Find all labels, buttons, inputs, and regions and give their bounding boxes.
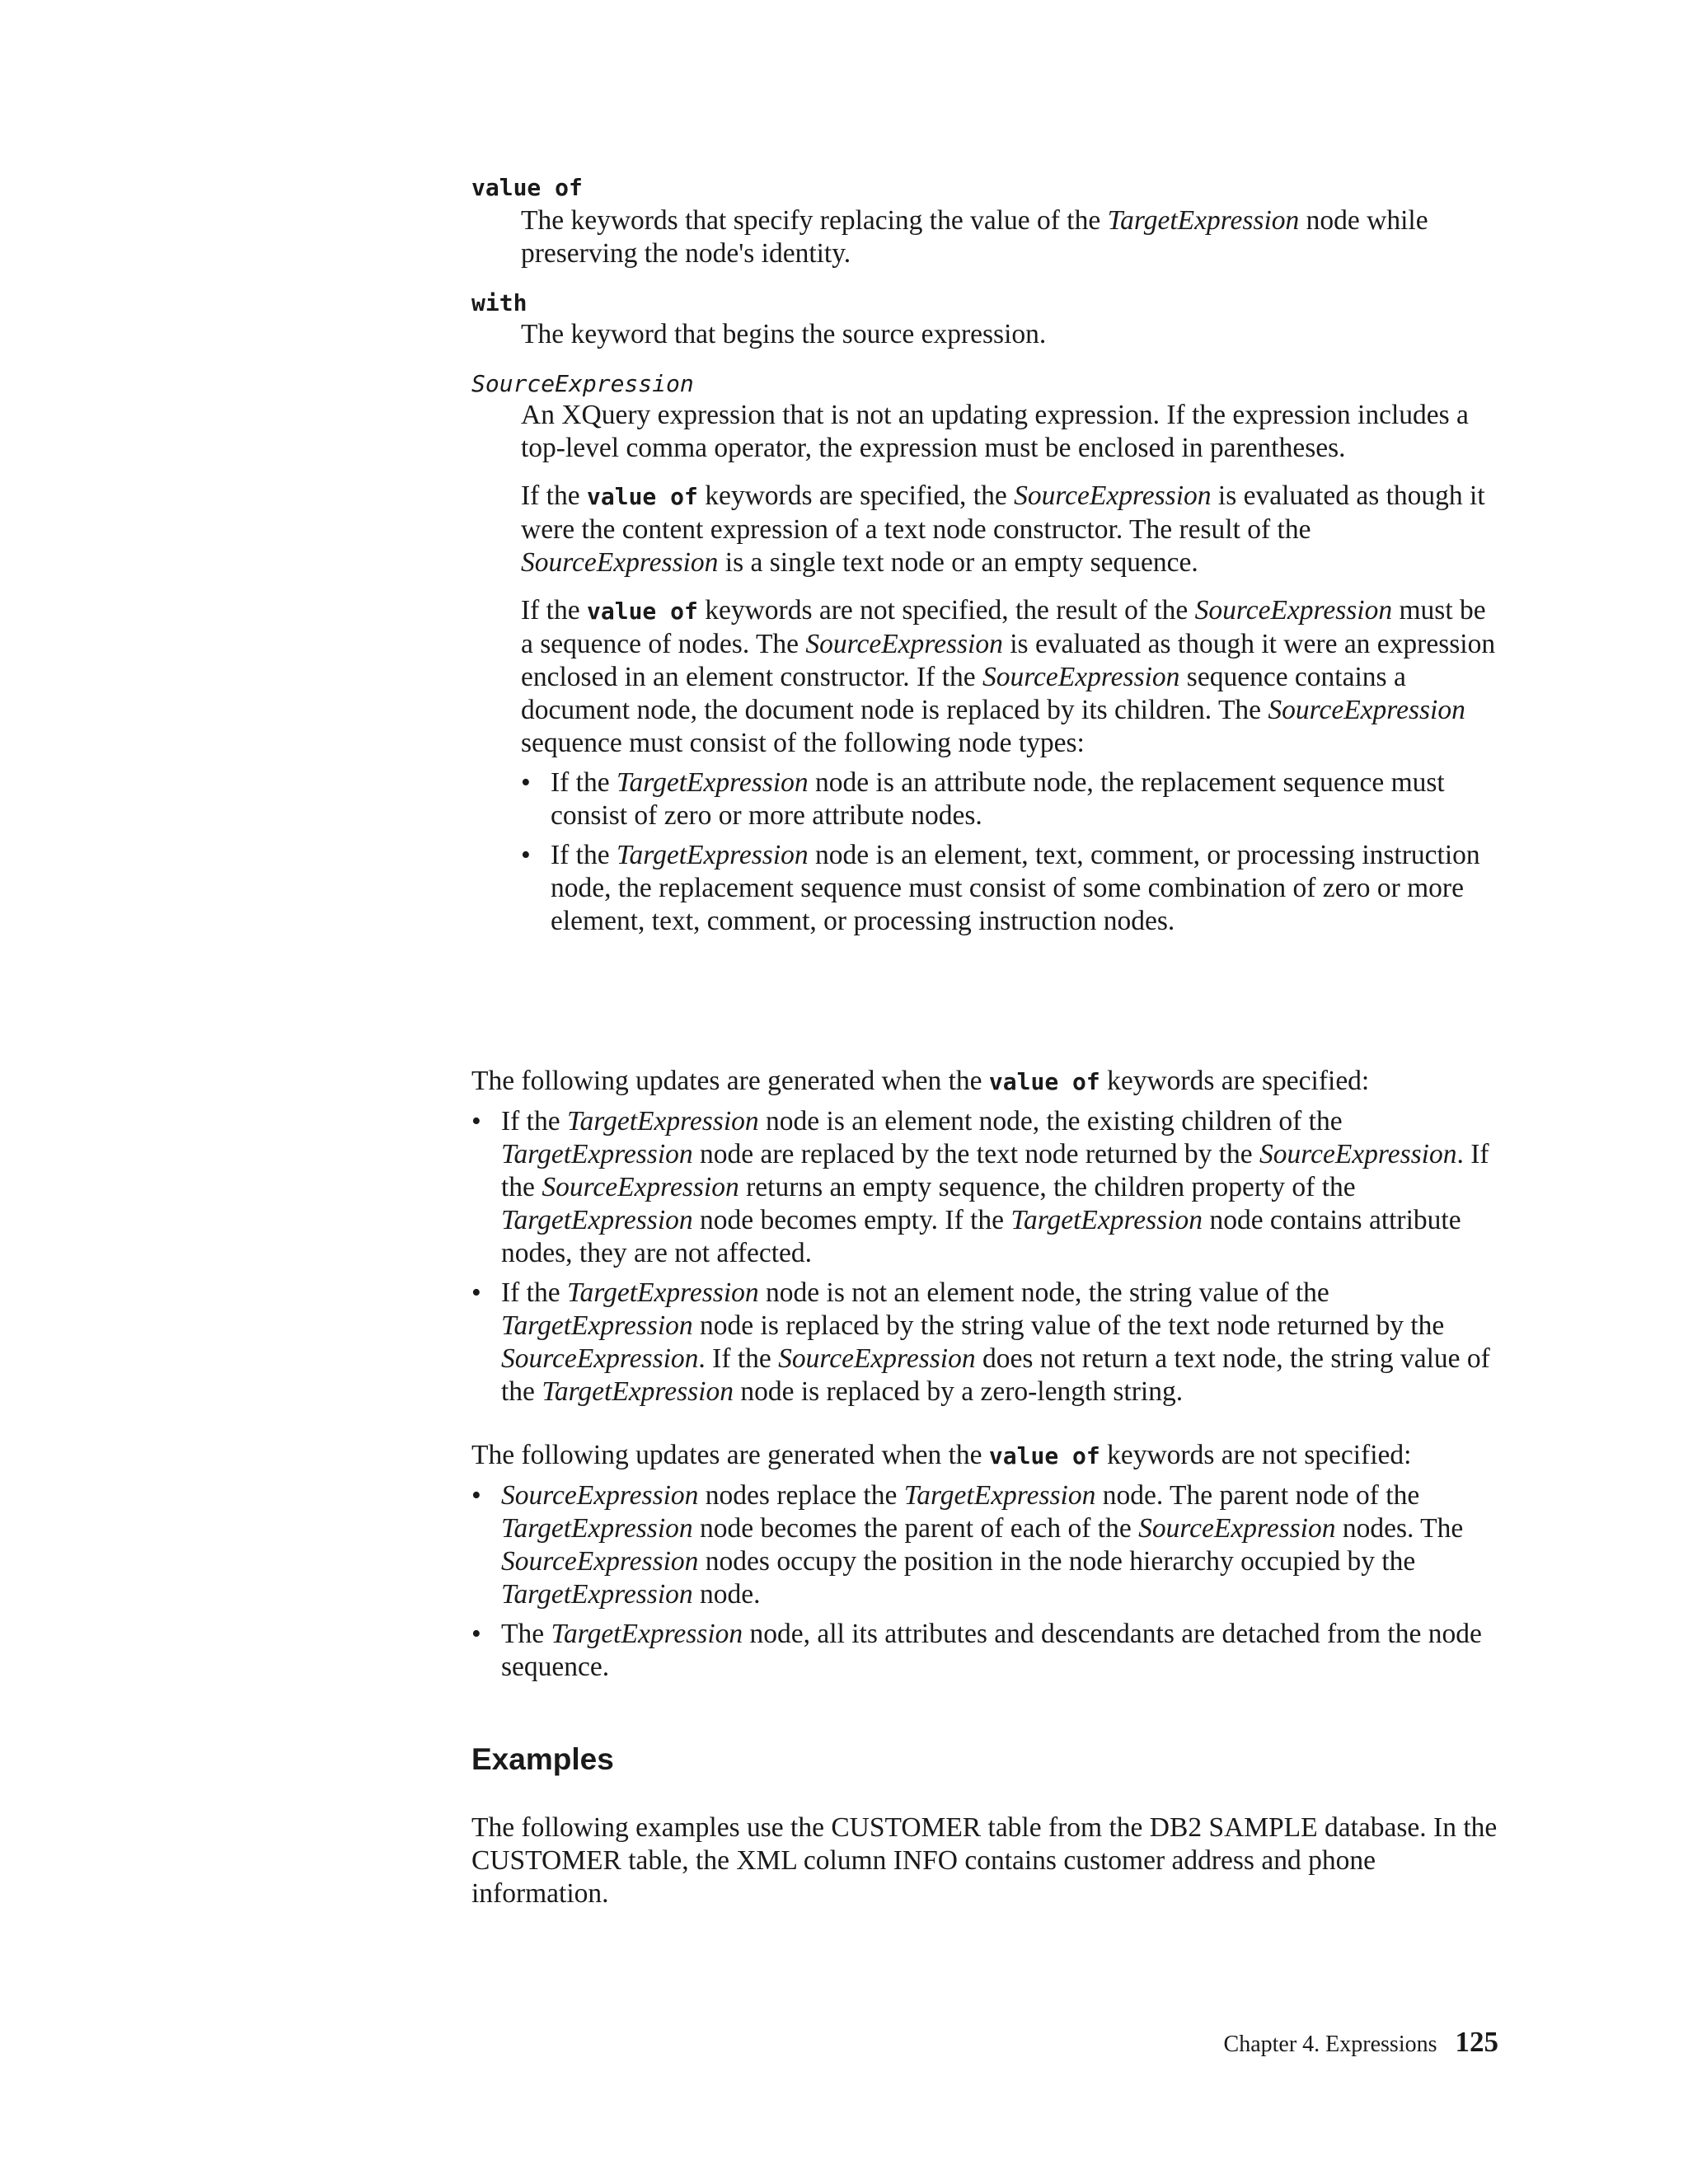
updates-not-specified-list (471, 1479, 1502, 1684)
section-updates-not-specified (471, 1439, 1502, 1684)
term-with: with (471, 289, 528, 316)
term-source-expression: SourceExpression (471, 370, 694, 397)
updates-specified-list (471, 1105, 1502, 1408)
list-item: • If the TargetExpression node is not an element node, the string value of the TargetExpression node is replaced by the string value of the text node returned by the SourceExpression. If the SourceExpression does not return a text node, the string value of the TargetExpression node is replaced by a zero-length string. (471, 1277, 1490, 1407)
definition-value-of: The keywords that specify replacing the value of the TargetExpression node while preserving the node's identity. (521, 205, 1428, 269)
list-item: • SourceExpression nodes replace the TargetExpression node. The parent node of the TargetExpression node becomes the parent of each of the SourceExpression nodes. The SourceExpression nodes occupy the position in the node hierarchy occupied by the TargetExpression node. (471, 1480, 1464, 1610)
page-number: 125 (1455, 2026, 1498, 2058)
definition-with: The keyword that begins the source expression. (521, 319, 1047, 349)
paragraph-updates-specified-intro: The following updates are generated when the value of keywords are specified: (471, 1066, 1370, 1096)
list-item: • If the TargetExpression node is an element, text, comment, or processing instruction node, the replacement sequence must consist of some combination of zero or more element, text, comment, or processing instruction nodes. (521, 840, 1480, 936)
paragraph-updates-not-specified-intro: The following updates are generated when the value of keywords are not specified: (471, 1440, 1412, 1470)
node-types-list (521, 766, 1502, 938)
list-item: • The TargetExpression node, all its attributes and descendants are detached from the node sequence. (471, 1619, 1482, 1682)
paragraph-value-of-not-specified: If the value of keywords are not specified, the result of the SourceExpression must be a sequence of nodes. The SourceExpression is evaluated as though it were an expression enclosed in an element constructor. If the SourceExpression sequence contains a document node, the document node is replaced by its children. The SourceExpression sequence must consist of the following node types: (521, 595, 1496, 758)
list-item: • If the TargetExpression node is an attribute node, the replacement sequence must consist of zero or more attribute nodes. (521, 767, 1445, 831)
definition-source-expression: An XQuery expression that is not an updating expression. If the expression includes a top-level comma operator, the expression must be enclosed in parentheses. If the value of keywords are specified, the SourceExpression is evaluated as though it were the content expression of a text node constructor. The result of the SourceExpression is a single text node or an empty sequence. If the value of keywords are not specified, the result of the SourceExpression must be a sequence of nodes. The SourceExpression is evaluated as though it were an expression enclosed in an element constructor. If the SourceExpression sequence contains a document node, the document node is replaced by its children. The SourceExpression sequence must consist of the following node types: • If the TargetExpression node is an attribute node, the replacement sequence must consist of zero or more attribute nodes. • If the TargetExpression node is an element, text, comment, or processing instruction node, the replacement sequence must consist of some combination of zero or more element, text, comment, or processing instruction nodes. (521, 399, 1502, 938)
page-footer (1224, 2024, 1498, 2063)
chapter-label: Chapter 4. Expressions (1223, 2032, 1437, 2057)
paragraph-value-of-specified: If the value of keywords are specified, the SourceExpression is evaluated as though it were the content expression of a text node constructor. The result of the SourceExpression is a single text node or an empty sequence. (521, 480, 1485, 578)
term-value-of: value of (471, 174, 583, 201)
list-item: • If the TargetExpression node is an element node, the existing children of the TargetExpression node are replaced by the text node returned by the SourceExpression. If the SourceExpression returns an empty sequence, the children property of the TargetExpression node becomes empty. If the TargetExpression node contains attribute nodes, they are not affected. (471, 1106, 1489, 1268)
examples-paragraph: The following examples use the CUSTOMER table from the DB2 SAMPLE database. In the CUSTOMER table, the XML column INFO contains customer address and phone information. (471, 1812, 1498, 1909)
section-updates-specified (471, 1065, 1502, 1408)
examples-heading: Examples (471, 1742, 614, 1776)
